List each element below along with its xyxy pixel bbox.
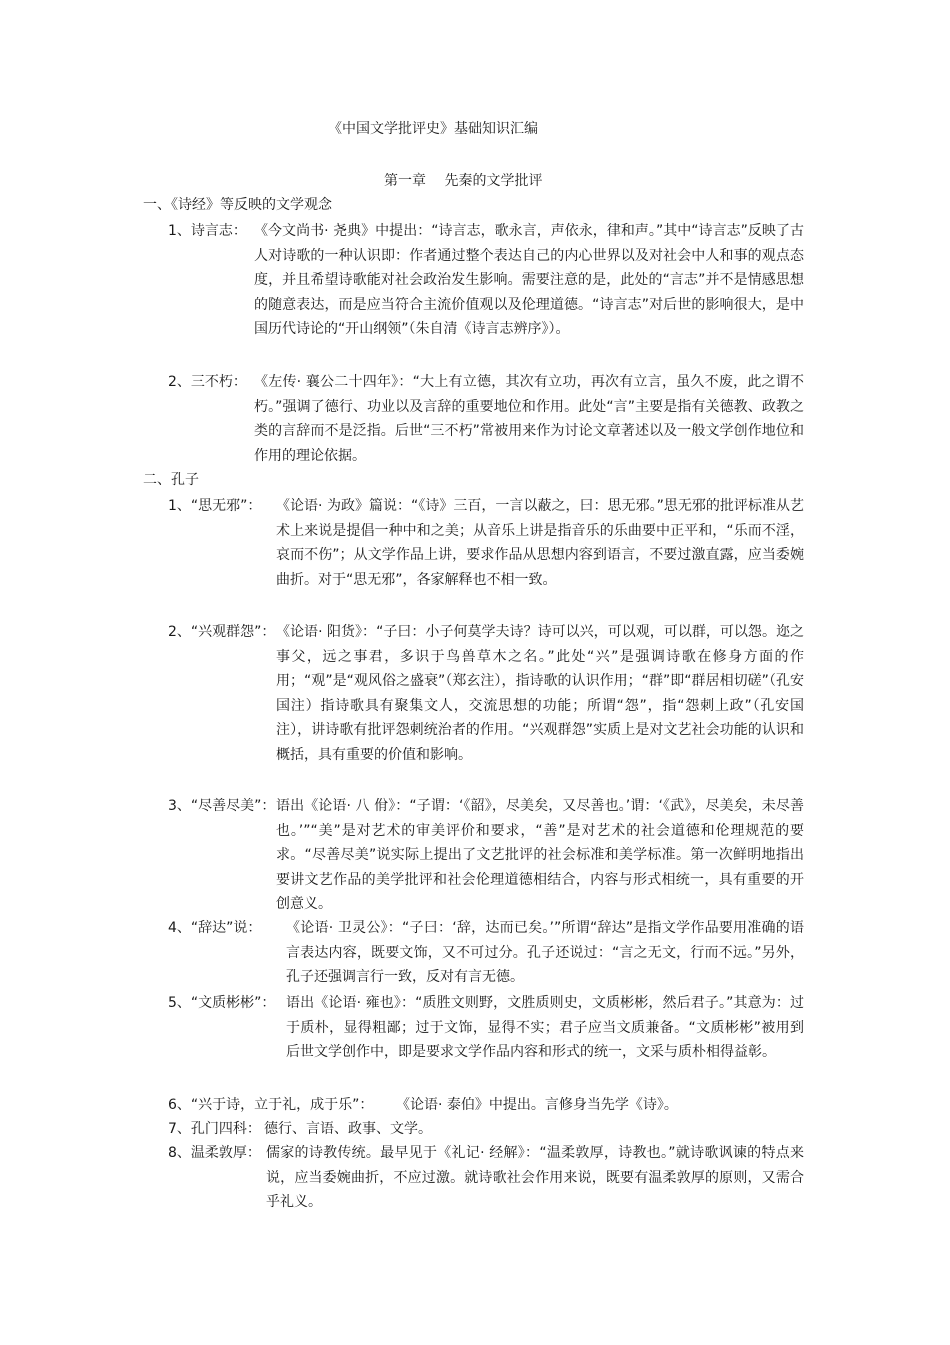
item-label: 1、诗言志： — [168, 223, 247, 239]
item-text: 《论语· 泰伯》中提出。言修身当先学《诗》。 — [396, 1097, 678, 1113]
chapter-heading: 第一章 先秦的文学批评 — [384, 173, 543, 189]
item-label: 8、温柔敦厚： — [168, 1145, 261, 1161]
item-label: 6、“兴于诗，立于礼，成于乐”： — [168, 1097, 374, 1113]
item-label: 7、孔门四科： — [168, 1121, 261, 1137]
item-label: 5、“文质彬彬”： — [168, 995, 276, 1011]
item-text: 语出《论语· 雍也》：“质胜文则野，文胜质则史，文质彬彬，然后君子。”其意为：过于质朴，显得粗鄙；过于文饰，显得不实；君子应当文质兼备。“文质彬彬”被用到后世文学创作中，即是要求文学作品内容和形式的统一，文采与质朴相得益彰。 — [286, 995, 804, 1060]
item-text: 语出《论语· 八 佾》：“子谓：‘《韶》，尽美矣，又尽善也。’谓：‘《武》，尽美矣，未尽善也。’”“美”是对艺术的审美评价和要求，“善”是对艺术的社会道德和伦理规范的要求。“尽善尽美”说实际上提出了文艺批评的社会标准和美学标准。第一次鲜明地指出要讲文艺作品的美学批评和社会伦理道德相结合，内容与形式相统一，具有重要的开创意义。 — [276, 798, 804, 912]
item-text: 《今文尚书· 尧典》中提出：“诗言志，歌永言，声依永，律和声。”其中“诗言志”反映了古人对诗歌的一种认识即：作者通过整个表达自己的内心世界以及对社会中人和事的观点态度，并且希望诗歌能对社会政治发生影响。需要注意的是，此处的“言志”并不是情感思想的随意表达，而是应当符合主流价值观以及伦理道德。“诗言志”对后世的影响很大，是中国历代诗论的“开山纲领”（朱自清《诗言志辨序》）。 — [254, 223, 804, 337]
section-heading: 二、孔子 — [143, 472, 199, 488]
item-text: 《论语· 阳货》：“子曰：小子何莫学夫诗？诗可以兴，可以观，可以群，可以怨。迩之事父，远之事君，多识于鸟兽草木之名。”此处“兴”是强调诗歌在修身方面的作用；“观”是“观风俗之盛衰”（郑玄注），指诗歌的认识作用；“群”即“群居相切磋”（孔安国注）指诗歌具有聚集文人，交流思想的功能；所谓“怨”，指“怨刺上政”（孔安国注），讲诗歌有批评怨刺统治者的作用。“兴观群怨”实质上是对文艺社会功能的认识和概括，具有重要的价值和影响。 — [276, 624, 804, 763]
item-label: 3、“尽善尽美”： — [168, 798, 276, 814]
item-text: 《论语· 卫灵公》：“子曰：‘辞，达而已矣。’”所谓“辞达”是指文学作品要用准确的语言表达内容，既要文饰，又不可过分。孔子还说过：“言之无文，行而不远。”另外，孔子还强调言行一致，反对有言无德。 — [286, 920, 804, 985]
item-label: 1、“思无邪”： — [168, 498, 262, 514]
item-label: 2、三不朽： — [168, 374, 247, 390]
item-text: 《论语· 为政》篇说：“《诗》三百，一言以蔽之，曰：思无邪。”思无邪的批评标准从艺术上来说是提倡一种中和之美；从音乐上讲是指音乐的乐曲要中正平和，“乐而不淫，哀而不伤”；从文学作品上讲，要求作品从思想内容到语言，不要过激直露，应当委婉曲折。对于“思无邪”，各家解释也不相一致。 — [276, 498, 804, 588]
item-text: 《左传· 襄公二十四年》：“大上有立德，其次有立功，再次有立言，虽久不废，此之谓不朽。”强调了德行、功业以及言辞的重要地位和作用。此处“言”主要是指有关德教、政教之类的言辞而不是泛指。后世“三不朽”常被用来作为讨论文章著述以及一般文学创作地位和作用的理论依据。 — [254, 374, 804, 464]
item-text: 儒家的诗教传统。最早见于《礼记· 经解》：“温柔敦厚，诗教也。”就诗歌讽谏的特点来说，应当委婉曲折，不应过激。就诗歌社会作用来说，既要有温柔敦厚的原则，又需合乎礼义。 — [266, 1145, 804, 1210]
document-title: 《中国文学批评史》基础知识汇编 — [328, 121, 538, 137]
item-label: 2、“兴观群怨”： — [168, 624, 276, 640]
item-label: 4、“辞达”说： — [168, 920, 262, 936]
item-text: 德行、言语、政事、文学。 — [264, 1121, 432, 1137]
section-heading: 一、《诗经》等反映的文学观念 — [143, 197, 332, 213]
